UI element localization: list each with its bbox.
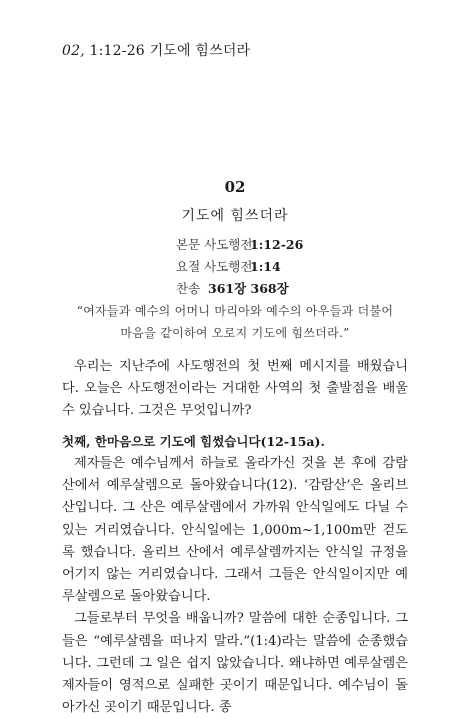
reference-hymn — [176, 278, 303, 300]
reference-value: 361장 368장 — [208, 281, 289, 296]
section-paragraph: 그들로부터 무엇을 배웁니까? 말씀에 대한 순종입니다. 그들은 “예루살렘을 떠나지 말라.”(1:4)라는 말씀에 순종했습니다. 그런데 그 일은 쉽지 않았습니다. 왜냐하면 예루살렘은 제자들이 영적으로 실패한 곳이기 때문입니다. 예수님이 돌아가신 곳이기 때문입니다. 종 — [62, 611, 408, 716]
chapter-number: 02 — [224, 178, 246, 196]
running-head-chapter: 02, — [62, 43, 85, 59]
running-head-title: 1:12-26 기도에 힘쓰더라 — [89, 43, 251, 59]
reference-label: 찬송 — [176, 281, 201, 296]
reference-label: 요절 사도행전 — [176, 259, 253, 274]
reference-label: 본문 사도행전 — [176, 237, 253, 252]
epigraph-line: “여자들과 예수의 어머니 마리아와 예수의 아우들과 더불어 — [76, 304, 394, 318]
running-head — [62, 40, 250, 60]
intro-paragraph-block — [62, 356, 408, 423]
epigraph — [62, 300, 408, 344]
section-heading: 첫째, 한마음으로 기도에 힘썼습니다(12-15a). — [62, 434, 325, 449]
scripture-references — [176, 234, 303, 300]
chapter-title: 기도에 힘쓰더라 — [181, 208, 289, 224]
intro-paragraph: 우리는 지난주에 사도행전의 첫 번째 메시지를 배웠습니다. 오늘은 사도행전이라는 거대한 사역의 첫 출발점을 배울 수 있습니다. 그것은 무엇입니까? — [62, 359, 408, 419]
reference-text — [176, 234, 303, 256]
section-block — [62, 431, 408, 719]
section-paragraph: 제자들은 예수님께서 하늘로 올라가신 것을 본 후에 감람산에서 예루살렘으로 돌아왔습니다(12). ‘감람산’은 올리브 산입니다. 그 산은 예루살렘에서 가까워 안식일에도 다닐 수 있는 거리였습니다. 안식일에는 1,000m~1,100m만 걷도록 했습니다. 올리브 산에서 예루살렘까지는 안식일 규정을 어기지 않는 거리였습니다. 그래서 그들은 안식일이지만 예루살렘으로 돌아왔습니다. — [62, 456, 408, 605]
epigraph-line: 마음을 같이하여 오로지 기도에 힘쓰더라.” — [120, 326, 350, 340]
reference-value: 1:12-26 — [250, 237, 304, 252]
reference-verse — [176, 256, 303, 278]
reference-value: 1:14 — [250, 259, 281, 274]
